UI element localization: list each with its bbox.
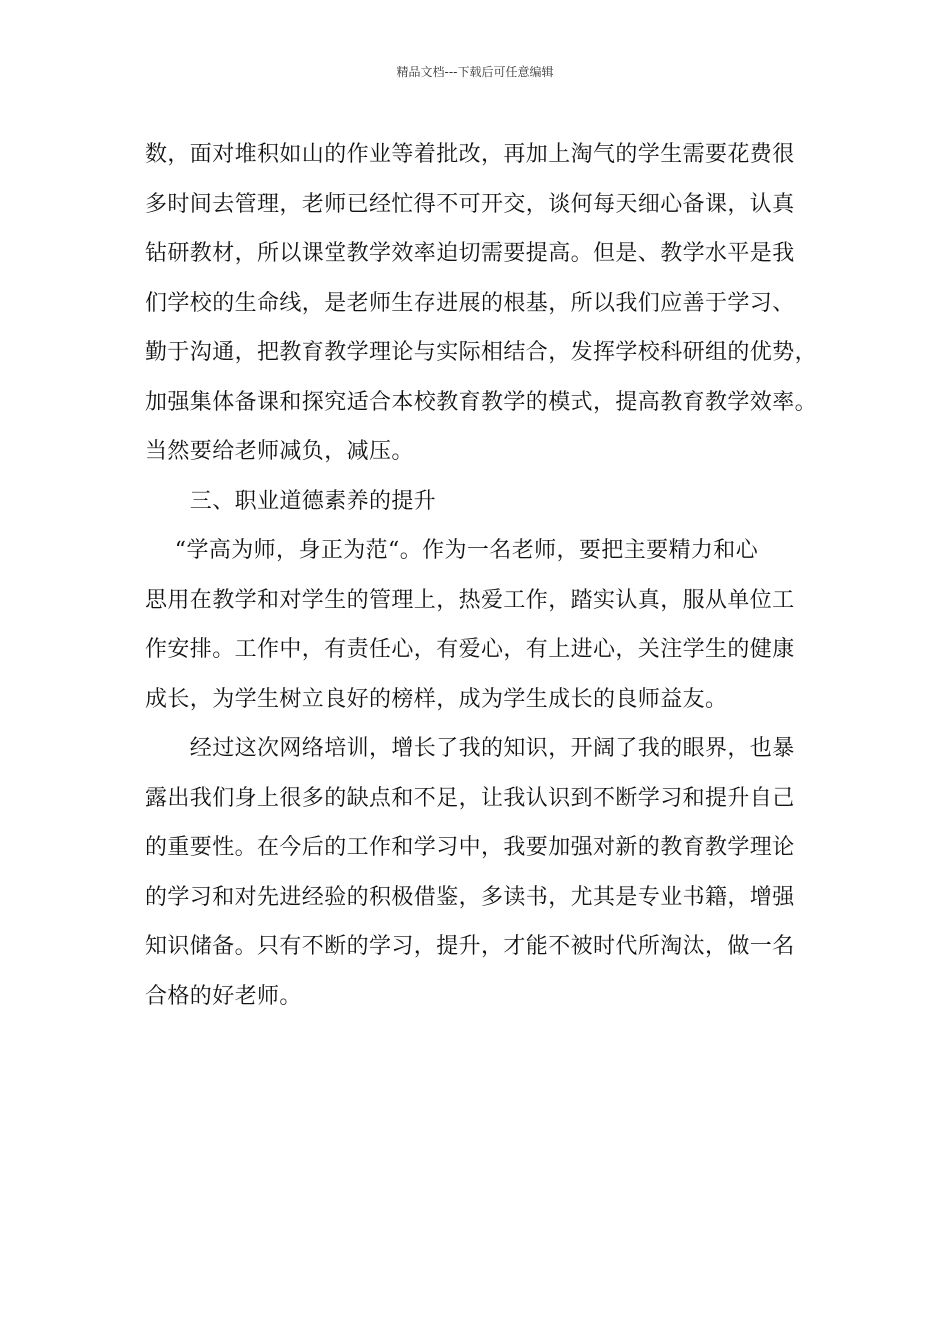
text-line: 成长，为学生树立良好的榜样，成为学生成长的良师益友。 bbox=[145, 686, 728, 712]
text-line: 经过这次网络培训，增长了我的知识，开阔了我的眼界，也暴 bbox=[145, 736, 795, 761]
text-line: 的学习和对先进经验的积极借鉴，多读书，尤其是专业书籍，增强 bbox=[145, 884, 795, 910]
text-line: 思用在教学和对学生的管理上，热爱工作，踏实认真，服从单位工 bbox=[145, 587, 795, 613]
text-line: 加强集体备课和探究适合本校教育教学的模式，提高教育教学效率。 bbox=[145, 389, 818, 415]
section-heading: 三、职业道德素养的提升 bbox=[145, 488, 437, 514]
text-line: “学高为师，身正为范“。作为一名老师，要把主要精力和心 bbox=[145, 538, 759, 563]
page-header: 精品文档---下载后可任意编辑 bbox=[396, 65, 554, 79]
text-line: 的重要性。在今后的工作和学习中，我要加强对新的教育教学理论 bbox=[145, 835, 795, 860]
text-line: 们学校的生命线，是老师生存进展的根基，所以我们应善于学习、 bbox=[145, 290, 795, 316]
body-text bbox=[145, 130, 835, 1021]
text-line: 多时间去管理，老师已经忙得不可开交，谈何每天细心备课，认真 bbox=[145, 191, 795, 217]
text-line: 钻研教材，所以课堂教学效率迫切需要提高。但是、教学水平是我 bbox=[145, 241, 795, 266]
text-line: 当然要给老师减负，减压。 bbox=[145, 439, 414, 464]
text-line: 勤于沟通，把教育教学理论与实际相结合，发挥学校科研组的优势， bbox=[145, 340, 818, 365]
text-line: 合格的好老师。 bbox=[145, 983, 302, 1009]
text-line: 知识储备。只有不断的学习，提升，才能不被时代所淘汰，做一名 bbox=[145, 934, 795, 959]
text-line: 作安排。工作中，有责任心，有爱心，有上进心，关注学生的健康 bbox=[145, 637, 795, 662]
text-line: 数，面对堆积如山的作业等着批改，再加上淘气的学生需要花费很 bbox=[145, 142, 795, 167]
text-line: 露出我们身上很多的缺点和不足，让我认识到不断学习和提升自己 bbox=[145, 785, 795, 811]
